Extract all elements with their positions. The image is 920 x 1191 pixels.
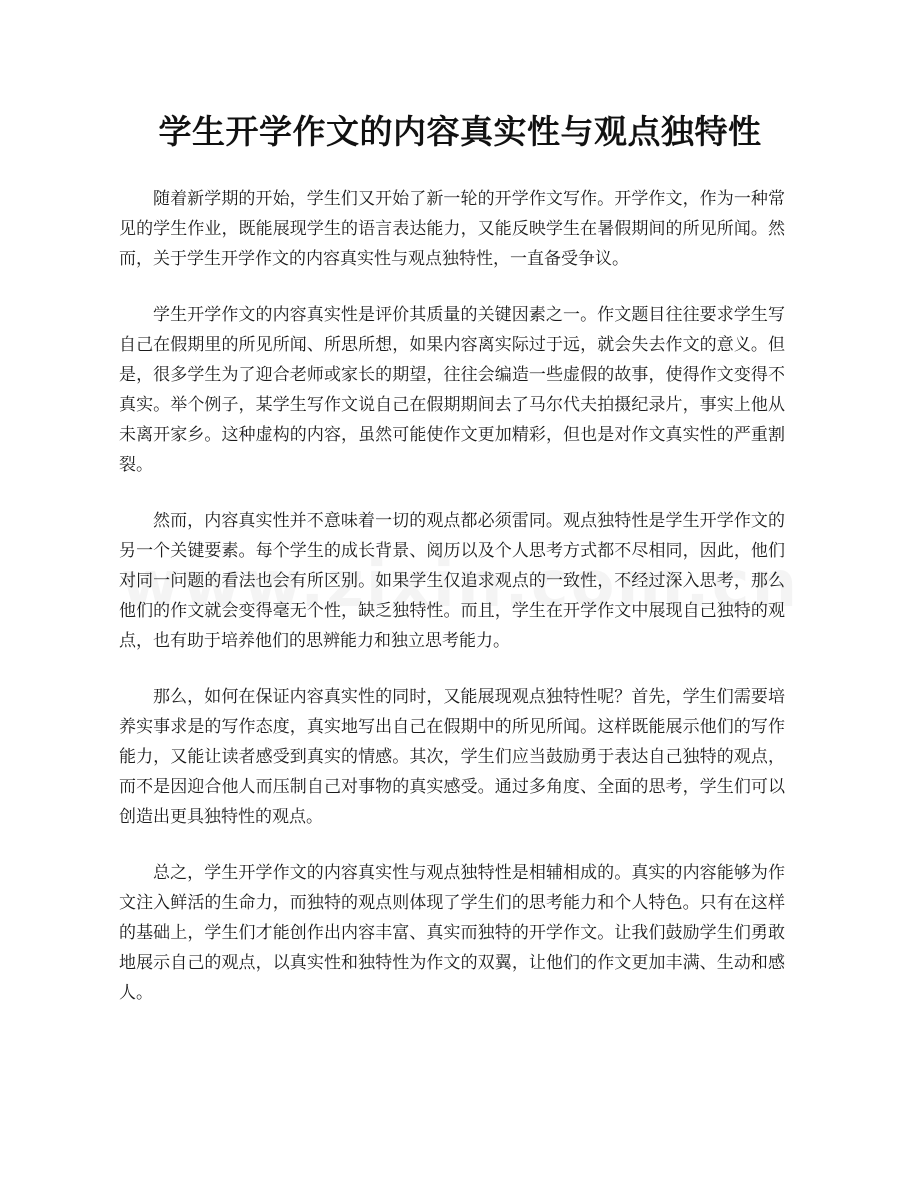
document-title: 学生开学作文的内容真实性与观点独特性: [158, 112, 762, 151]
paragraph-1: 随着新学期的开始，学生们又开始了新一轮的开学作文写作。开学作文，作为一种常见的学生作业，既能展现学生的语言表达能力，又能反映学生在暑假期间的所见所闻。然而，关于学生开学作文的内容真实性与观点独特性，一直备受争议。: [119, 189, 785, 269]
paragraph-5: 总之，学生开学作文的内容真实性与观点独特性是相辅相成的。真实的内容能够为作文注入鲜活的生命力，而独特的观点则体现了学生们的思考能力和个人特色。只有在这样的基础上，学生们才能创作出内容丰富、真实而独特的开学作文。让我们鼓励学生们勇敢地展示自己的观点，以真实性和独特性为作文的双翼，让他们的作文更加丰满、生动和感人。: [119, 863, 785, 1003]
paragraph-3: 然而，内容真实性并不意味着一切的观点都必须雷同。观点独特性是学生开学作文的另一个关键要素。每个学生的成长背景、阅历以及个人思考方式都不尽相同，因此，他们对同一问题的看法也会有所区别。如果学生仅追求观点的一致性，不经过深入思考，那么他们的作文就会变得毫无个性，缺乏独特性。而且，学生在开学作文中展现自己独特的观点，也有助于培养他们的思辨能力和独立思考能力。: [119, 511, 785, 651]
paragraph-4: 那么，如何在保证内容真实性的同时，又能展现观点独特性呢？首先，学生们需要培养实事求是的写作态度，真实地写出自己在假期中的所见所闻。这样既能展示他们的写作能力，又能让读者感受到真实的情感。其次，学生们应当鼓励勇于表达自己独特的观点，而不是因迎合他人而压制自己对事物的真实感受。通过多角度、全面的思考，学生们可以创造出更具独特性的观点。: [119, 687, 785, 827]
paragraph-2: 学生开学作文的内容真实性是评价其质量的关键因素之一。作文题目往往要求学生写自己在假期里的所见所闻、所思所想，如果内容离实际过于远，就会失去作文的意义。但是，很多学生为了迎合老师或家长的期望，往往会编造一些虚假的故事，使得作文变得不真实。举个例子，某学生写作文说自己在假期期间去了马尔代夫拍摄纪录片，事实上他从未离开家乡。这种虚构的内容，虽然可能使作文更加精彩，但也是对作文真实性的严重割裂。: [119, 305, 785, 475]
document-body: [119, 184, 785, 1034]
